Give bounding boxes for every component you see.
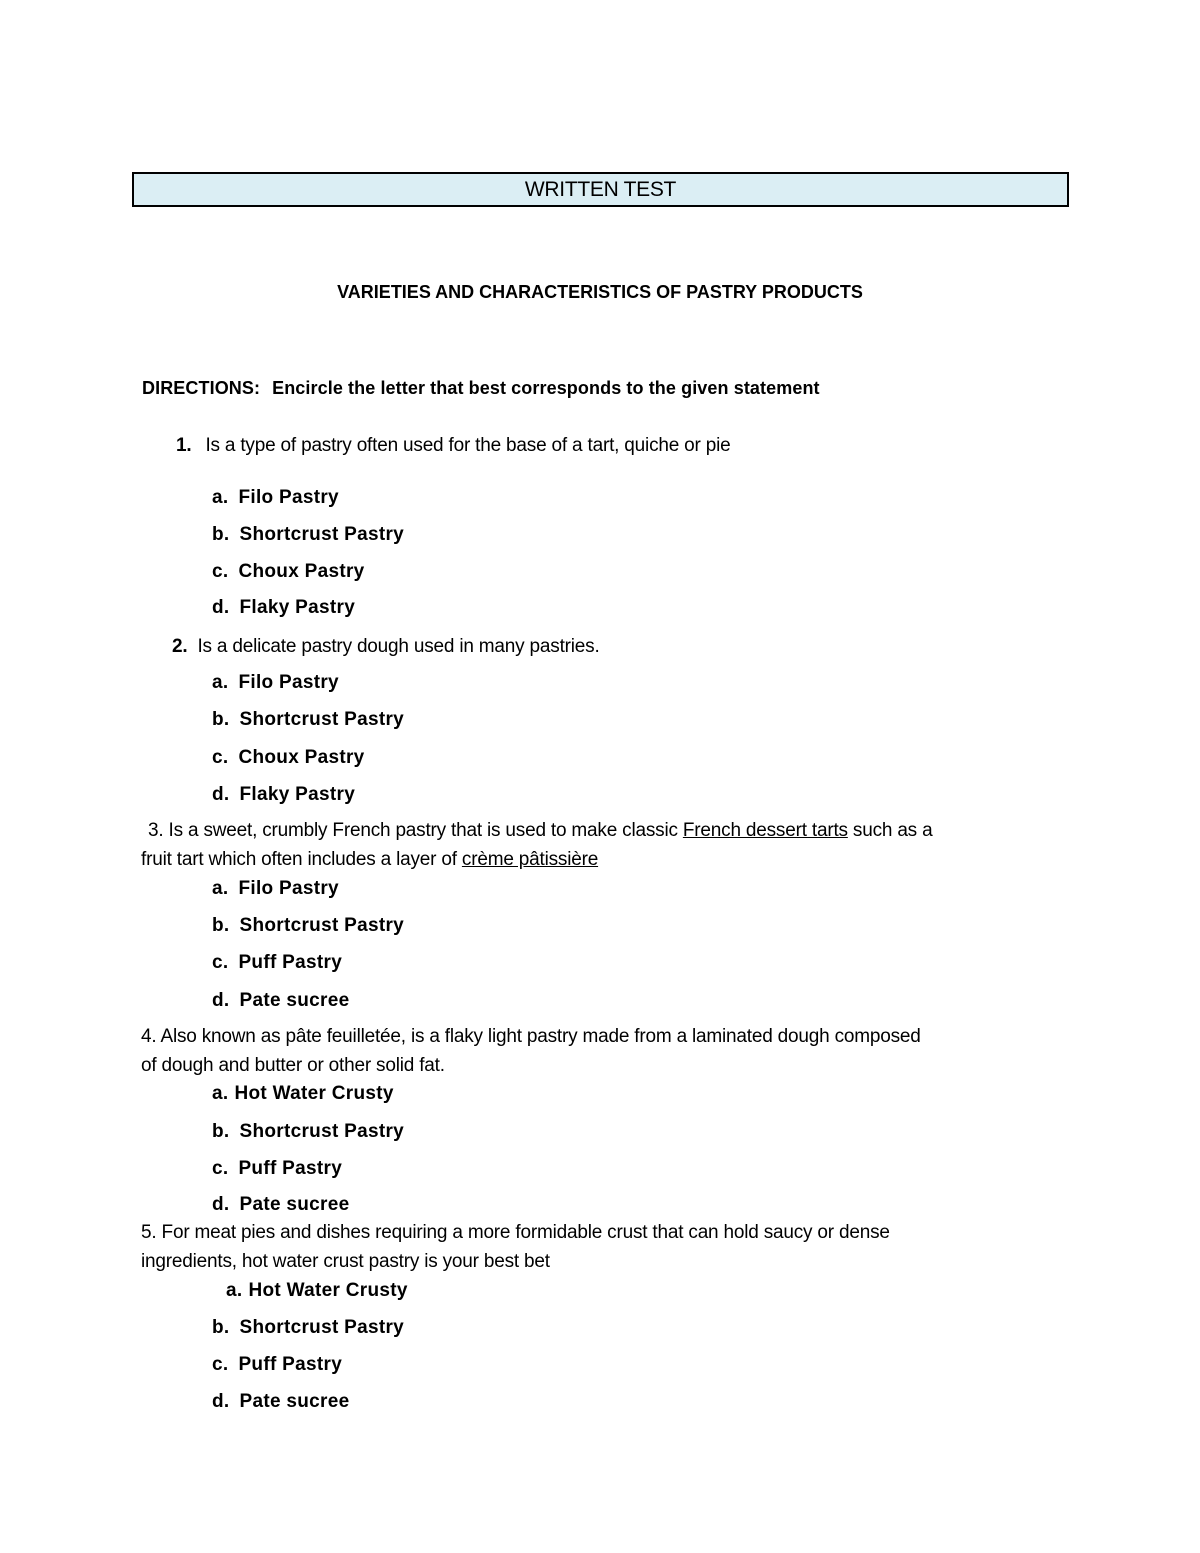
question-5 — [141, 1222, 890, 1244]
option-2b[interactable] — [212, 709, 404, 731]
option-letter: d. — [212, 1391, 230, 1412]
option-text: Shortcrust Pastry — [239, 1121, 405, 1142]
question-text: For meat pies and dishes requiring a more formidable crust that can hold saucy or dense — [161, 1222, 890, 1243]
option-1a[interactable] — [212, 487, 339, 509]
question-text-line2: fruit tart which often includes a layer of — [141, 849, 462, 870]
question-3 — [148, 820, 932, 842]
option-letter: c. — [212, 1158, 229, 1179]
option-letter: b. — [212, 1317, 230, 1338]
option-4d[interactable] — [212, 1194, 349, 1216]
question-number: 4. — [141, 1026, 157, 1047]
option-text: Hot Water Crusty — [234, 1083, 394, 1104]
option-text: Shortcrust Pastry — [239, 915, 405, 936]
option-text: Choux Pastry — [238, 561, 365, 582]
option-text: Shortcrust Pastry — [239, 709, 405, 730]
option-text: Flaky Pastry — [239, 784, 356, 805]
option-text: Filo Pastry — [238, 487, 339, 508]
question-text: Is a delicate pastry dough used in many pastries. — [197, 636, 600, 657]
option-3a[interactable] — [212, 878, 339, 900]
option-text: Puff Pastry — [238, 1354, 343, 1375]
option-5a[interactable] — [226, 1280, 408, 1302]
option-text: Hot Water Crusty — [248, 1280, 408, 1301]
option-text: Shortcrust Pastry — [239, 524, 405, 545]
option-2d[interactable] — [212, 784, 355, 806]
question-text-line2: of dough and butter or other solid fat. — [141, 1055, 445, 1076]
option-letter: a. — [226, 1280, 243, 1301]
option-2c[interactable] — [212, 747, 365, 769]
option-1c[interactable] — [212, 561, 365, 583]
option-text: Pate sucree — [239, 990, 350, 1011]
question-text-line2: ingredients, hot water crust pastry is your best bet — [141, 1251, 550, 1272]
option-3b[interactable] — [212, 915, 404, 937]
option-letter: d. — [212, 784, 230, 805]
question-3-line-2 — [141, 849, 598, 871]
option-5c[interactable] — [212, 1354, 342, 1376]
question-number: 2. — [172, 636, 188, 657]
question-2 — [172, 636, 600, 658]
option-1d[interactable] — [212, 597, 355, 619]
option-text: Filo Pastry — [238, 878, 339, 899]
option-text: Shortcrust Pastry — [239, 1317, 405, 1338]
option-1b[interactable] — [212, 524, 404, 546]
option-letter: c. — [212, 561, 229, 582]
option-letter: a. — [212, 1083, 229, 1104]
option-text: Filo Pastry — [238, 672, 339, 693]
question-number: 5. — [141, 1222, 157, 1243]
option-text: Puff Pastry — [238, 952, 343, 973]
option-letter: a. — [212, 878, 229, 899]
option-4b[interactable] — [212, 1121, 404, 1143]
option-letter: c. — [212, 952, 229, 973]
option-letter: d. — [212, 597, 230, 618]
option-4a[interactable] — [212, 1083, 394, 1105]
french-dessert-tarts-link[interactable]: French dessert tarts — [682, 820, 848, 841]
directions-text: Encircle the letter that best corresponds to the given statement — [272, 378, 820, 398]
option-2a[interactable] — [212, 672, 339, 694]
question-1 — [176, 435, 731, 457]
option-letter: c. — [212, 1354, 229, 1375]
option-5b[interactable] — [212, 1317, 404, 1339]
document-subtitle: VARIETIES AND CHARACTERISTICS OF PASTRY PRODUCTS — [337, 282, 863, 302]
option-4c[interactable] — [212, 1158, 342, 1180]
option-3d[interactable] — [212, 990, 349, 1012]
option-letter: b. — [212, 1121, 230, 1142]
option-letter: d. — [212, 1194, 230, 1215]
option-3c[interactable] — [212, 952, 342, 974]
test-title-box — [132, 172, 1069, 207]
option-letter: d. — [212, 990, 230, 1011]
option-5d[interactable] — [212, 1391, 349, 1413]
question-text: Is a sweet, crumbly French pastry that is used to make classic — [168, 820, 683, 841]
question-text: Is a type of pastry often used for the base of a tart, quiche or pie — [205, 435, 731, 456]
question-number: 3. — [148, 820, 164, 841]
option-letter: a. — [212, 487, 229, 508]
option-text: Pate sucree — [239, 1194, 350, 1215]
question-4 — [141, 1026, 921, 1048]
directions — [142, 378, 820, 399]
option-letter: c. — [212, 747, 229, 768]
question-text: Also known as pâte feuilletée, is a flaky light pastry made from a laminated dough composed — [160, 1026, 921, 1047]
question-text-cont: such as a — [847, 820, 933, 841]
question-4-line-2 — [141, 1055, 445, 1077]
option-letter: b. — [212, 524, 230, 545]
question-number: 1. — [176, 435, 192, 456]
option-text: Pate sucree — [239, 1391, 350, 1412]
option-letter: b. — [212, 915, 230, 936]
option-text: Flaky Pastry — [239, 597, 356, 618]
option-letter: a. — [212, 672, 229, 693]
test-title: WRITTEN TEST — [524, 177, 677, 201]
option-letter: b. — [212, 709, 230, 730]
option-text: Choux Pastry — [238, 747, 365, 768]
option-text: Puff Pastry — [238, 1158, 343, 1179]
directions-label: DIRECTIONS: — [142, 378, 261, 398]
creme-patissiere-link[interactable]: crème pâtissière — [461, 849, 599, 870]
question-5-line-2 — [141, 1251, 550, 1273]
